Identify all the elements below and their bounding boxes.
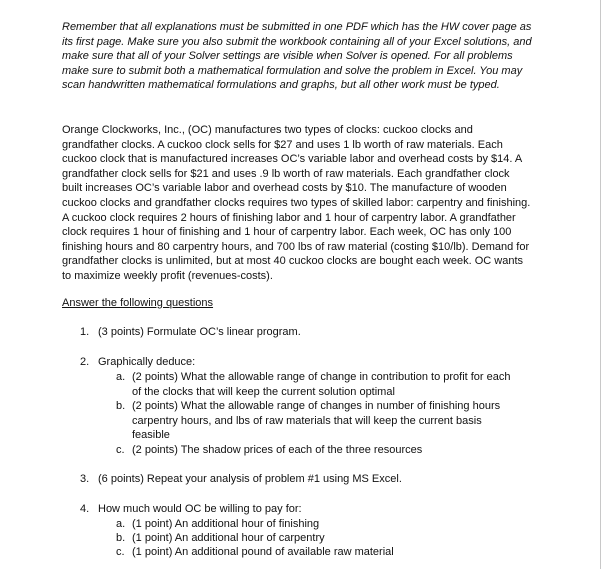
question-2 (80, 355, 540, 370)
sub-text: (1 point) An additional pound of available raw material (132, 546, 394, 558)
sub-letter: b. (116, 400, 126, 412)
sub-text: (1 point) An additional hour of finishing (132, 518, 320, 530)
sub-letter: b. (116, 532, 126, 544)
question-number: 4. (80, 503, 90, 515)
sub-text: (1 point) An additional hour of carpentry (132, 532, 325, 544)
question-text: (3 points) Formulate OC’s linear program. (98, 326, 301, 338)
sub-text: (2 points) The shadow prices of each of the three resources (132, 444, 423, 456)
sub-letter: c. (116, 546, 125, 558)
sub-text: (2 points) What the allowable range of changes in number of finishing hours carpentry hours, and lbs of raw materials that will keep the current basis feasible (132, 400, 501, 441)
question-text: Graphically deduce: (98, 356, 196, 368)
page-edge-divider (600, 0, 601, 569)
answer-heading: Answer the following questions (62, 297, 214, 309)
sub-letter: a. (116, 371, 126, 383)
sub-text: (2 points) What the allowable range of change in contribution to profit for each of the clocks that will keep the current solution optimal (132, 371, 511, 398)
question-number: 1. (80, 326, 90, 338)
question-text: (6 points) Repeat your analysis of problem #1 using MS Excel. (98, 473, 402, 485)
question-number: 3. (80, 473, 90, 485)
question-text: How much would OC be willing to pay for: (98, 503, 302, 515)
question-1 (80, 325, 540, 340)
sub-letter: c. (116, 444, 125, 456)
question-3 (80, 472, 540, 487)
question-number: 2. (80, 356, 90, 368)
instructions-paragraph: Remember that all explanations must be submitted in one PDF which has the HW cover page as its first page. Make sure you also submit the workbook containing all of your Excel solutions, and make sure that all of your Solver settings are visible when Solver is opened. For all problems make sure to submit both a mathematical formulation and solve the problem in Excel. You may scan handwritten mathematical formulations and graphs, but all other work must be typed. (62, 21, 532, 91)
sub-letter: a. (116, 518, 126, 530)
problem-statement: Orange Clockworks, Inc., (OC) manufactures two types of clocks: cuckoo clocks and grandfather clocks. A cuckoo clock sells for $27 and uses 1 lb worth of raw materials. Each cuckoo clock that is manufactured increases OC’s variable labor and overhead costs by $14. A grandfather clock sells for $21 and uses .9 lb worth of raw materials. Each grandfather clock built increases OC’s variable labor and overhead costs by $10. The manufacture of wooden cuckoo clocks and grandfather clocks requires two types of skilled labor: carpentry and finishing. A cuckoo clock requires 2 hours of finishing labor and 1 hour of carpentry labor. A grandfather clock requires 1 hour of finishing and 1 hour of carpentry labor. Each week, OC has only 100 finishing hours and 80 carpentry hours, and 700 lbs of raw material (costing $10/lb). Demand for grandfather clocks is unlimited, but at most 40 cuckoo clocks are bought each week. OC wants to maximize weekly profit (revenues-costs). (62, 124, 531, 282)
question-4 (80, 502, 540, 517)
